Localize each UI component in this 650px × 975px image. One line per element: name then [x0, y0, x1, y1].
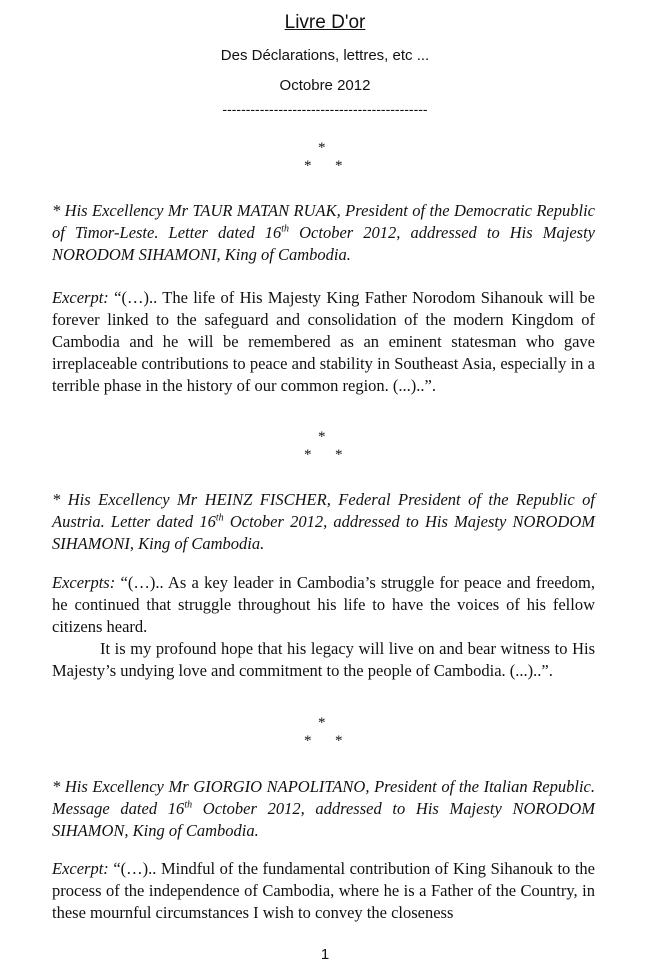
separator-star: *	[304, 447, 312, 463]
excerpt-label: Excerpts:	[52, 573, 116, 592]
excerpt-text: “(…).. As a key leader in Cambodia’s struggle for peace and freedom, he continued that struggle throughout his life to have the voices of his fellow citizens heard.	[52, 573, 595, 636]
entry-heading-text: October 2012, addressed to His Majesty NORODOM SIHAMON, King of Cambodia.	[52, 799, 595, 840]
page-title: Livre D'or	[284, 12, 366, 33]
ordinal-suffix: th	[215, 512, 224, 524]
excerpt-text: “(…).. Mindful of the fundamental contribution of King Sihanouk to the process of the independence of Cambodia, where he is a Father of the Country, in these mournful circumstances I wish to convey the closeness	[52, 859, 595, 922]
separator-star: *	[335, 158, 343, 174]
entry-heading-text: * His Excellency Mr HEINZ FISCHER, Federal President of the Republic of Austria. Letter dated 16	[52, 490, 595, 531]
separator-star: *	[304, 733, 312, 749]
page-subtitle: Des Déclarations, lettres, etc ...	[220, 47, 430, 64]
excerpt-text: It is my profound hope that his legacy will live on and bear witness to His Majesty’s undying love and commitment to the people of Cambodia. (...)..”.	[52, 639, 595, 680]
separator-star: *	[318, 140, 326, 156]
separator-star: *	[318, 429, 326, 445]
entry-heading	[52, 776, 595, 842]
excerpt-label: Excerpt:	[52, 288, 109, 307]
separator-star: *	[335, 447, 343, 463]
separator-star: *	[318, 715, 326, 731]
page-date: Octobre 2012	[279, 77, 371, 94]
entry-heading	[52, 489, 595, 555]
separator-star: *	[304, 158, 312, 174]
entry-excerpt	[52, 572, 595, 682]
ordinal-suffix: th	[184, 799, 193, 811]
entry-heading-text: * His Excellency Mr TAUR MATAN RUAK, President of the Democratic Republic of Timor-Leste. Letter dated 16	[52, 201, 595, 242]
entry-heading	[52, 200, 595, 266]
ordinal-suffix: th	[281, 223, 290, 235]
separator-star: *	[335, 733, 343, 749]
entry-excerpt	[52, 287, 595, 397]
entry-heading-text: * His Excellency Mr GIORGIO NAPOLITANO, President of the Italian Republic. Message dated 16	[52, 777, 595, 818]
excerpt-label: Excerpt:	[52, 859, 109, 878]
dashed-rule: --------------------------------------------	[222, 101, 428, 117]
page-number: 1	[320, 946, 330, 963]
entry-excerpt	[52, 858, 595, 924]
entry-heading-text: October 2012, addressed to His Majesty NORODOM SIHAMONI, King of Cambodia.	[52, 512, 595, 553]
entry-heading-text: October 2012, addressed to His Majesty NORODOM SIHAMONI, King of Cambodia.	[52, 223, 595, 264]
excerpt-text: “(…).. The life of His Majesty King Father Norodom Sihanouk will be forever linked to the safeguard and consolidation of the modern Kingdom of Cambodia and he will be remembered as an eminent statesman who gave irreplaceable contributions to peace and stability in Southeast Asia, especially in a terrible phase in the history of our common region. (...)..”.	[52, 288, 595, 395]
